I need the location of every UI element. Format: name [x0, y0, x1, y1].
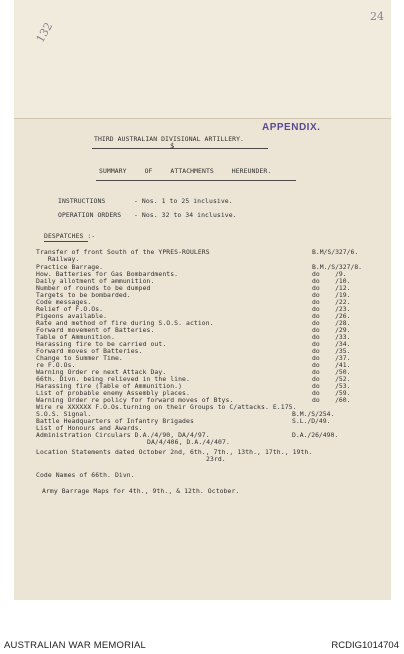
list-item: Table of Ammunition.: [36, 333, 115, 341]
list-item: Harassing fire (Table of Ammunition.): [36, 382, 183, 390]
despatches-underline: [44, 241, 88, 242]
list-item-ref: S.L./D/49.: [292, 417, 331, 425]
operation-orders-label: OPERATION ORDERS: [58, 211, 122, 219]
list-item: re F.O.Os.: [36, 361, 76, 369]
circulars-line1: Administration Circulars D.A./4/90, DA/4/97.: [36, 431, 210, 439]
list-item: List of Honours and Awards.: [36, 424, 143, 432]
list-item: Forward movement of Batteries.: [36, 326, 155, 334]
list-item-ref: do /9.: [312, 270, 347, 278]
list-item-ref: do /19.: [312, 291, 351, 299]
location-line2: 23rd.: [206, 455, 226, 463]
despatches-label: DESPATCHES :-: [44, 232, 96, 240]
list-item: Relief of F.O.Os.: [36, 305, 104, 313]
list-item: Warning Order re next Attack Day.: [36, 368, 167, 376]
list-item-ref: do /29.: [312, 326, 351, 334]
list-item: List of probable enemy Assembly places.: [36, 389, 190, 397]
list-item-ref: do /41.: [312, 361, 351, 369]
list-item: Rate and method of fire during S.O.S. action.: [36, 319, 214, 327]
list-item: Railway.: [36, 255, 80, 263]
operation-orders-value: - Nos. 32 to 34 inclusive.: [134, 211, 237, 219]
list-item-ref: do /60.: [312, 396, 351, 404]
instructions-label: INSTRUCTIONS: [58, 197, 106, 205]
list-item-ref: B.M./S/254.: [292, 410, 335, 418]
list-item-ref: do /35.: [312, 347, 351, 355]
summary-underline: [96, 180, 296, 181]
appendix-stamp: APPENDIX.: [262, 122, 321, 133]
document-sheet: [14, 0, 391, 600]
list-item: S.O.S. Signal.: [36, 410, 92, 418]
list-item-ref: do /34.: [312, 340, 351, 348]
list-item: Transfer of front South of the YPRES-ROULERS: [36, 248, 210, 256]
sheet-top-band: [14, 0, 391, 118]
list-item: Daily allotment of ammunition.: [36, 277, 155, 285]
list-item-ref: do /33.: [312, 333, 351, 341]
list-item: 66th. Divn. being relieved in the line.: [36, 375, 190, 383]
list-item: Targets to be bombarded.: [36, 291, 131, 299]
circulars-line2: DA/4/406, D.A./4/407.: [147, 438, 230, 446]
list-item: How. Batteries for Gas Bombardments.: [36, 270, 179, 278]
title-underline: [92, 148, 268, 149]
archive-record-id: RCDIG1014704: [331, 640, 399, 651]
list-item-ref: do /52.: [312, 375, 351, 383]
list-item-ref: do /59.: [312, 389, 351, 397]
list-item-ref: do /53.: [312, 382, 351, 390]
list-item-ref: do /12.: [312, 284, 351, 292]
summary-heading: SUMMARY OF ATTACHMENTS HEREUNDER.: [99, 167, 272, 175]
list-item: Pigeons available.: [36, 312, 108, 320]
list-item: Number of rounds to be dumped: [36, 284, 151, 292]
list-item: Harassing fire to be carried out.: [36, 340, 167, 348]
page-number-handwritten-left: 132: [33, 20, 56, 45]
archive-name: AUSTRALIAN WAR MEMORIAL: [4, 640, 147, 651]
location-line1: Location Statements dated October 2nd, 6th., 7th., 13th., 17th., 19th.: [36, 448, 313, 456]
title-flourish: $: [170, 142, 175, 150]
list-item: Battle Headquarters of Infantry Brigades: [36, 417, 194, 425]
list-item-ref: do /37.: [312, 354, 351, 362]
list-item: Code messages.: [36, 298, 92, 306]
instructions-value: - Nos. 1 to 25 inclusive.: [134, 197, 233, 205]
list-item-ref: B.M/S/327/6.: [312, 248, 359, 256]
list-item: Practice Barrage.: [36, 263, 104, 271]
list-item-ref: do /26.: [312, 312, 351, 320]
barrage-maps-line: Army Barrage Maps for 4th., 9th., & 12th. October.: [42, 487, 240, 495]
list-item: Forward moves of Batteries.: [36, 347, 143, 355]
list-item-ref: do /50.: [312, 368, 351, 376]
document-title: THIRD AUSTRALIAN DIVISIONAL ARTILLERY.: [94, 135, 245, 143]
list-item-ref: do /22.: [312, 298, 351, 306]
list-item: Warning Order re policy for forward moves of Btys.: [36, 396, 234, 404]
list-item-ref: do /28.: [312, 319, 351, 327]
code-names-line: Code Names of 66th. Divn.: [36, 471, 135, 479]
list-item: Wire re XXXXXX F.O.Os.turning on their Groups to C/attacks. E.175.: [36, 403, 297, 411]
list-item-ref: do /10.: [312, 277, 351, 285]
circulars-ref: D.A./26/490.: [292, 431, 339, 439]
list-item: Change to Summer Time.: [36, 354, 123, 362]
page-number-handwritten-right: 24: [370, 10, 384, 23]
list-item-ref: do /23.: [312, 305, 351, 313]
list-item-ref: B.M./S/327/8.: [312, 263, 363, 271]
